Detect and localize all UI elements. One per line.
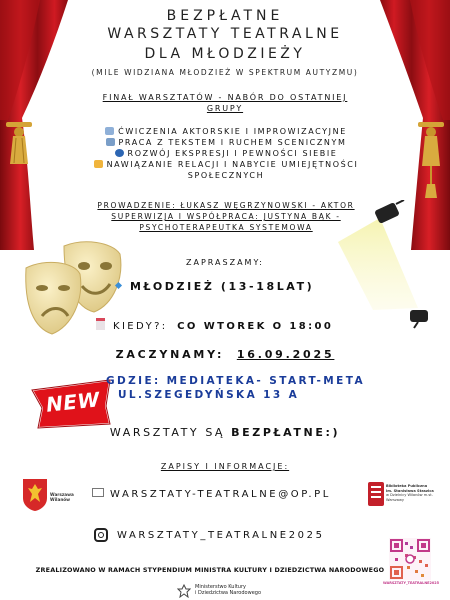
free-suffix: :)	[325, 426, 341, 439]
leader-line-1: PROWADZENIE: ŁUKASZ WĘGRZYNOWSKI - AKTOR	[97, 201, 355, 210]
audience: MŁODZIEŻ (13-18LAT)	[130, 280, 315, 293]
wilanow-caption	[50, 492, 74, 502]
new-badge-text: NEW	[44, 387, 102, 417]
footer-note: ZREALIZOWANO W RAMACH STYPENDIUM MINISTRA KULTURY I DZIEDZICTWA NARODOWEGO	[35, 566, 385, 574]
left-tassel-icon	[6, 118, 32, 168]
email-link[interactable]: WARSZTATY-TEATRALNE@OP.PL	[110, 489, 331, 500]
place-line-1: GDZIE: MEDIATEKA- START-META	[106, 375, 365, 387]
free-row	[60, 426, 390, 439]
audience-row	[116, 280, 356, 293]
list-item	[58, 148, 394, 159]
wilanow-line-2: Wilanów	[50, 497, 71, 502]
when-label: KIEDY?:	[113, 321, 168, 332]
start-row	[60, 348, 390, 361]
library-caption	[386, 484, 442, 502]
theater-icon	[105, 127, 114, 135]
activity-text: SPOŁECZNYCH	[187, 171, 265, 180]
diamond-icon	[115, 282, 122, 289]
spotlight-image	[318, 200, 438, 330]
signup-label: ZAPISY I INFORMACJE:	[160, 462, 290, 471]
when-row	[96, 318, 386, 332]
calendar-icon	[96, 318, 105, 330]
start-date: 16.09.2025	[236, 348, 335, 361]
free-prefix: WARSZTATY SĄ	[109, 426, 226, 439]
sparkle-icon	[115, 149, 124, 157]
warszawa-wilanow-logo	[22, 478, 48, 512]
activity-text: PRACA Z TEKSTEM I RUCHEM SCENICZNYM	[118, 138, 347, 147]
when-value: CO WTOREK O 18:00	[177, 321, 334, 332]
list-item	[58, 137, 394, 148]
place-block	[106, 374, 406, 402]
title-line-2: WARSZTATY TEATRALNE	[107, 26, 343, 42]
list-item	[58, 170, 394, 181]
title-line-1: BEZPŁATNE	[166, 8, 284, 24]
library-line-1: Biblioteka Publiczna	[386, 484, 428, 488]
list-item	[58, 126, 394, 137]
handshake-icon	[94, 160, 103, 168]
ministry-emblem-icon	[177, 584, 191, 598]
instagram-lens-icon	[98, 532, 104, 538]
leader-line-2: SUPERWIZJA I WSPÓŁPRACA: JUSTYNA BĄK -	[111, 212, 341, 221]
start-label: ZACZYNAMY:	[115, 348, 225, 361]
final-line-1: FINAŁ WARSZTATÓW - NABÓR DO OSTATNIEJ	[102, 93, 348, 102]
book-icon	[106, 138, 115, 146]
instagram-link[interactable]: WARSZTATY_TEATRALNE2025	[117, 530, 325, 541]
instagram-icon	[94, 528, 108, 542]
list-item	[58, 159, 394, 170]
qr-caption: WARSZTATY_TEATRALNE2025	[383, 581, 439, 585]
place-line-2: UL.SZEGEDYŃSKA 13 A	[118, 389, 300, 401]
library-line-2: im. Stanisława Staszica	[386, 488, 434, 493]
wilanow-line-1: Warszawa	[50, 492, 74, 497]
title-line-3: DLA MŁODZIEŻY	[144, 46, 306, 62]
envelope-icon	[92, 488, 104, 497]
free-bold: BEZPŁATNE	[231, 426, 326, 439]
activity-text: ĆWICZENIA AKTORSKIE I IMPROWIZACYJNE	[118, 127, 347, 136]
email-row	[92, 488, 372, 500]
activity-text: ROZWÓJ EKSPRESJI I PEWNOŚCI SIEBIE	[127, 149, 338, 158]
ministry-line-1: Ministerstwo Kultury	[195, 584, 246, 590]
subtitle: (MILE WIDZIANA MŁODZIEŻ W SPEKTRUM AUTYZMU)	[91, 68, 359, 77]
invite-label: ZAPRASZAMY:	[186, 258, 264, 267]
final-line-2: GRUPY	[206, 104, 244, 113]
instagram-row	[94, 528, 384, 542]
ministry-line-2: i Dziedzictwa Narodowego	[195, 590, 261, 596]
activity-text: NAWIĄZANIE RELACJI I NABYCIE UMIEJĘTNOŚCI	[106, 160, 359, 169]
ministry-caption	[195, 584, 261, 596]
library-line-3: w Dzielnicy Wilanów m.st. Warszawy	[386, 493, 433, 502]
activity-list	[58, 126, 394, 181]
final-notice	[60, 92, 390, 114]
library-logo	[368, 482, 384, 506]
right-tassel-icon	[418, 118, 444, 198]
leader-line-3: PSYCHOTERAPEUTKA SYSTEMOWA	[139, 223, 313, 232]
